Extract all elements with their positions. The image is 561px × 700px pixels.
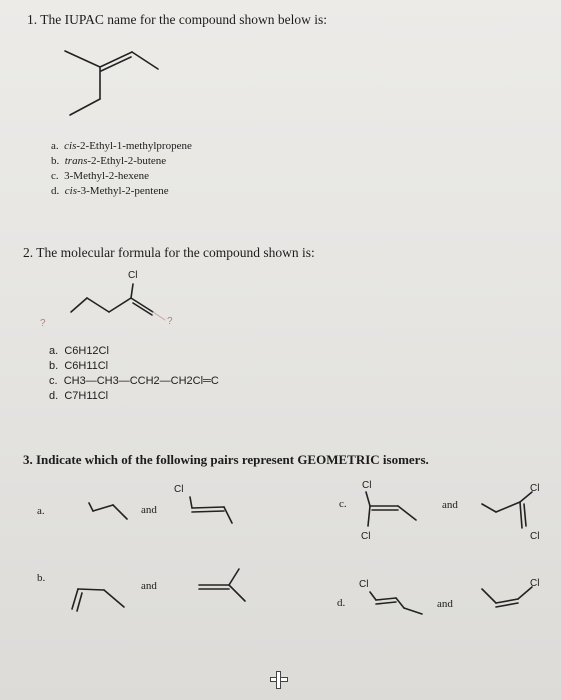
q1-option-d[interactable]: d. cis-3-Methyl-2-pentene (51, 185, 169, 197)
move-cursor-icon (268, 669, 288, 689)
q3-b-structure-right (195, 563, 255, 608)
q3-c-chlorine-bottom: Cl (361, 531, 371, 542)
q3-pair-d-and: and (437, 598, 453, 610)
q3-pair-d-letter[interactable]: d. (337, 597, 346, 609)
q3-pair-b-letter[interactable]: b. (37, 572, 46, 584)
q3-c-chlorine-right-top: Cl (530, 483, 540, 494)
question-3-title: 3. Indicate which of the following pairs represent GEOMETRIC isomers. (23, 452, 429, 467)
q2-option-c[interactable]: c. CH3—CH3—CCH2—CH2Cl═C (49, 375, 219, 387)
question-2-title: 2. The molecular formula for the compound shown is: (23, 245, 315, 260)
q3-d-chlorine-label: Cl (359, 579, 369, 590)
q3-d-structure-right (480, 585, 540, 615)
q2-option-a[interactable]: a. C6H12Cl (49, 345, 109, 357)
q1-option-a[interactable]: a. cis-2-Ethyl-1-methylpropene (51, 140, 192, 152)
q3-pair-c-letter[interactable]: c. (339, 498, 347, 510)
q3-pair-a-and: and (141, 504, 157, 516)
question-1-title: 1. The IUPAC name for the compound shown below is: (27, 12, 327, 27)
q3-d-chlorine-right: Cl (530, 578, 540, 589)
q3-c-chlorine-right-bottom: Cl (530, 531, 540, 542)
q3-a-structure-left (85, 495, 135, 525)
q2-mark-right: ? (167, 316, 173, 327)
q3-c-chlorine-top: Cl (362, 480, 372, 491)
question-1-structure (60, 40, 170, 120)
q3-c-structure-right (480, 490, 540, 535)
q3-pair-c-and: and (442, 499, 458, 511)
q2-chlorine-label: Cl (128, 270, 138, 281)
q3-c-structure-left (358, 490, 428, 535)
q3-pair-b-and: and (141, 580, 157, 592)
q3-b-structure-left (68, 583, 138, 618)
q3-pair-a-letter[interactable]: a. (37, 505, 45, 517)
q2-option-d[interactable]: d. C7H11Cl (49, 390, 109, 402)
q1-option-b[interactable]: b. trans-2-Ethyl-2-butene (51, 155, 167, 167)
q3-a-structure-right (180, 493, 240, 528)
q3-d-structure-left (364, 588, 434, 623)
q2-option-b[interactable]: b. C6H11Cl (49, 360, 109, 372)
q1-option-c[interactable]: c. 3-Methyl-2-hexene (51, 170, 150, 182)
q2-mark-left: ? (40, 318, 46, 329)
q3-a-chlorine-label: Cl (174, 484, 184, 495)
